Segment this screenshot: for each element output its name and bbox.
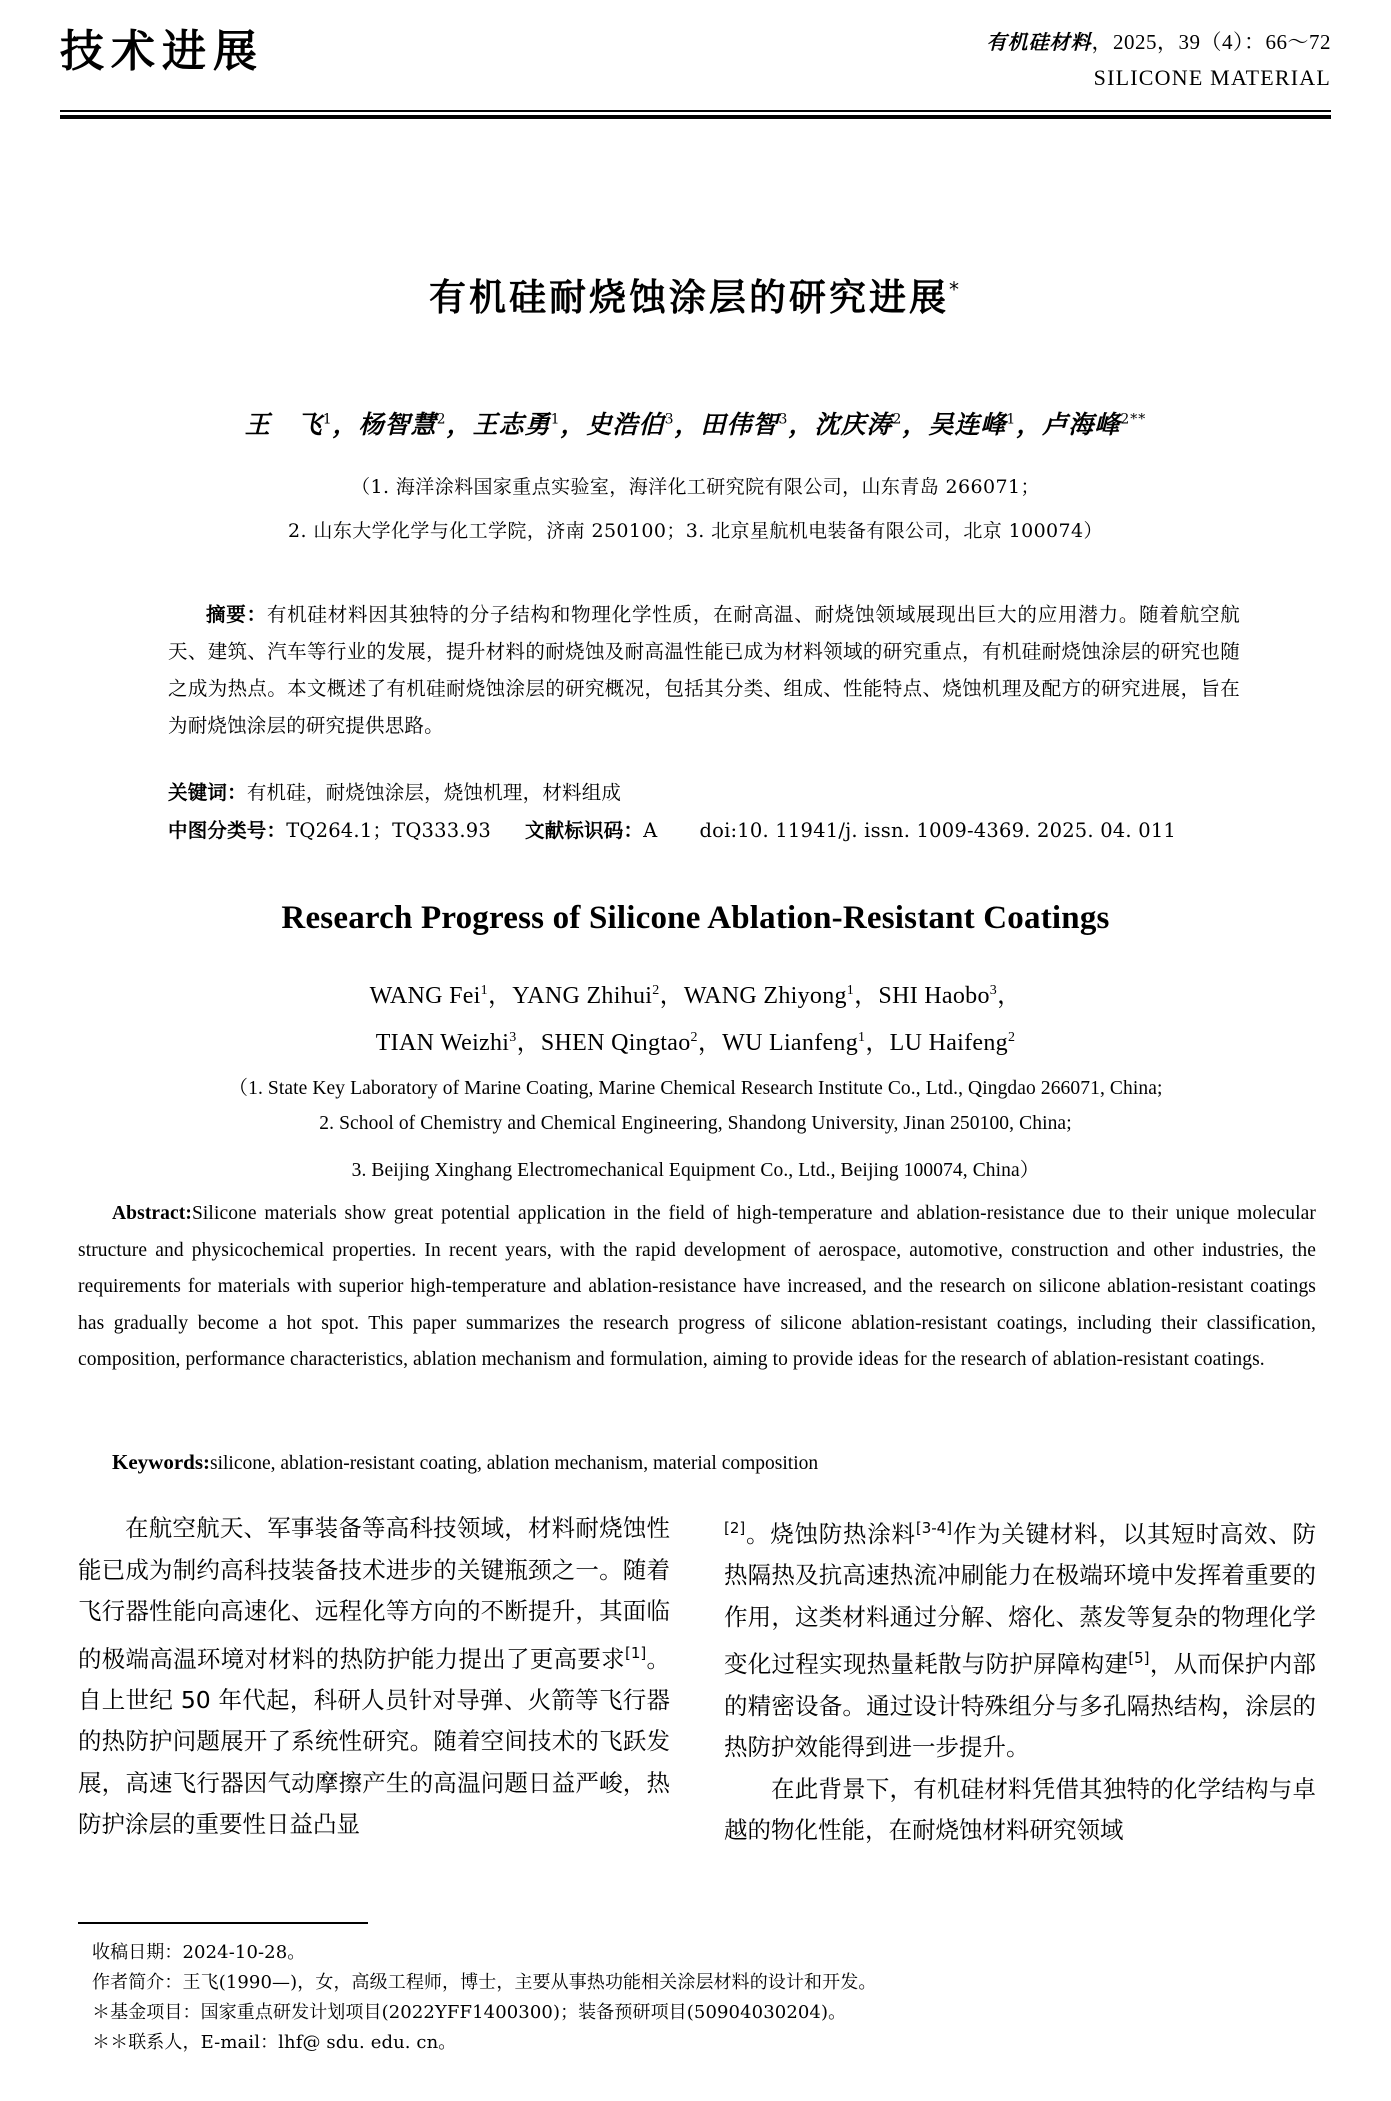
keywords-en — [78, 1450, 1316, 1475]
author-en — [370, 983, 488, 1009]
author-cn — [473, 410, 561, 439]
classification-line — [168, 812, 1268, 849]
footnote-funding: ＊基金项目：国家重点研发计划项目(2022YFF1400300)；装备预研项目(50904030204)。 — [92, 2002, 847, 2023]
author-en — [376, 1030, 517, 1056]
keywords-en-text: silicone, ablation-resistant coating, ablation mechanism, material composition — [210, 1453, 819, 1474]
body-column-right — [724, 1508, 1316, 1852]
author-en — [541, 1030, 698, 1056]
author-affil-ref: 3 — [778, 411, 789, 428]
author-affil-ref: 2 — [1007, 1030, 1016, 1045]
footnote-author-bio: 作者简介：王飞(1990—)，女，高级工程师，博士，主要从事热功能相关涂层材料的设计和开发。 — [92, 1972, 877, 1993]
body-columns — [78, 1508, 1316, 1903]
title-footnote-marker: * — [949, 277, 962, 302]
author-affil-ref: 3 — [509, 1030, 517, 1045]
author-affil-ref: 2 — [892, 411, 903, 428]
keywords-en-label: Keywords: — [112, 1450, 210, 1474]
body-paragraph — [78, 1508, 670, 1846]
author-name: 沈庆涛 — [814, 410, 893, 439]
footnote-received-date: 收稿日期：2024-10-28。 — [92, 1942, 306, 1963]
abstract-en-text: Silicone materials show great potential application in the field of high-temperature and ablation-resistance due to their unique molecular structure and physicochemical properties. In recent years, with the rapid development of aerospace, automotive, construction and other industries, the requirements for materials with superior high-temperature and ablation-resistance have increased, and the research on silicone ablation-resistant coatings has gradually become a hot spot. This paper summarizes the research progress of silicone ablation-resistant coatings, including their classification, composition, performance characteristics, ablation mechanism and formulation, aiming to provide ideas for the research of ablation-resistant coatings. — [78, 1203, 1316, 1370]
journal-name-en: SILICONE MATERIAL — [1093, 65, 1331, 91]
doc-code-label: 文献标识码： — [524, 819, 644, 842]
journal-name-cn: 有机硅材料 — [986, 30, 1092, 54]
citation-ref: [5] — [1128, 1649, 1150, 1668]
author-en — [512, 983, 659, 1009]
doi-value: doi:10. 11941/j. issn. 1009-4369. 2025. 04. 011 — [699, 819, 1177, 842]
page-header — [60, 16, 1331, 108]
author-cn — [587, 410, 675, 439]
author-name: SHI Haobo — [878, 983, 990, 1009]
clc-label: 中图分类号： — [168, 819, 287, 842]
author-en — [684, 983, 854, 1009]
page-title-cn — [0, 276, 1391, 320]
page-title-en: Research Progress of Silicone Ablation-Resistant Coatings — [281, 900, 1110, 936]
journal-citation-block — [987, 28, 1332, 91]
abstract-cn — [168, 596, 1240, 744]
citation-ref: [2] — [724, 1519, 746, 1537]
author-name: 田伟智 — [700, 410, 779, 439]
author-affil-ref: 2 — [652, 983, 660, 998]
author-name: WANG Zhiyong — [683, 983, 847, 1009]
affiliation-en-line-1: （1. State Key Laboratory of Marine Coating, Marine Chemical Research Institute Co., Ltd., Qingdao 266071, China; — [228, 1078, 1163, 1099]
author-cn — [814, 410, 902, 439]
body-text-segment: 作为关键材料，以其短时高效、防热隔热及抗高速热流冲刷能力在极端环境中发挥着重要的作用，这类材料通过分解、熔化、蒸发等复杂的物理化学变化过程实现热量耗散与防护屏障构建 — [724, 1519, 1317, 1679]
keywords-cn — [168, 774, 1268, 811]
author-affil-ref: 1 — [858, 1030, 866, 1045]
body-text-segment: 。烧蚀防热涂料 — [745, 1519, 916, 1548]
body-text-segment: 。自上世纪 50 年代起，科研人员针对导弹、火箭等飞行器的热防护问题展开了系统性研究。随着空间技术的飞跃发展，高速飞行器因气动摩擦产生的高温问题日益严峻，热防护涂层的重要性日益凸显 — [78, 1644, 670, 1839]
author-cn — [1042, 410, 1146, 439]
keywords-cn-text: 有机硅，耐烧蚀涂层，烧蚀机理，材料组成 — [246, 781, 622, 804]
author-name: 卢海峰 — [1042, 410, 1121, 439]
journal-citation — [987, 28, 1332, 56]
author-en — [890, 1030, 1016, 1056]
clc-value: TQ264.1；TQ333.93 — [286, 819, 491, 842]
abstract-en-paragraph — [78, 1196, 1316, 1379]
body-column-left — [78, 1508, 670, 1846]
title-cn-text: 有机硅耐烧蚀涂层的研究进展 — [429, 276, 949, 319]
affiliation-en-line-3: 3. Beijing Xinghang Electromechanical Equipment Co., Ltd., Beijing 100074, China） — [351, 1160, 1040, 1181]
author-name: WU Lianfeng — [722, 1030, 859, 1056]
citation-ref: [3-4] — [915, 1519, 953, 1537]
section-label: 技术进展 — [60, 26, 264, 77]
author-affil-ref: 1 — [846, 983, 855, 998]
abstract-en — [78, 1196, 1316, 1379]
author-affil-ref: 2 — [690, 1030, 698, 1045]
author-cn — [928, 410, 1016, 439]
author-cn — [245, 410, 333, 439]
doc-code-value: A — [643, 819, 658, 842]
author-name: 王志勇 — [472, 410, 551, 439]
author-list-cn: 王 飞$^1$，杨智慧$^2$，王志勇$^1$，史浩伯$^3$，田伟智$^3$，沈庆涛$^2$，吴连峰$^1$，卢海峰$^{2**}$ — [244, 410, 1147, 439]
abstract-cn-label: 摘要： — [206, 603, 267, 626]
author-en — [878, 983, 997, 1009]
author-affil-ref: 1 — [550, 411, 561, 428]
author-name: 王 飞 — [244, 410, 323, 439]
author-name: WANG Fei — [369, 983, 481, 1009]
abstract-cn-text: 有机硅材料因其独特的分子结构和物理化学性质，在耐高温、耐烧蚀领域展现出巨大的应用潜力。随着航空航天、建筑、汽车等行业的发展，提升材料的耐烧蚀及耐高温性能已成为材料领域的研究重点，有机硅耐烧蚀涂层的研究也随之成为热点。本文概述了有机硅耐烧蚀涂层的研究概况，包括其分类、组成、性能特点、烧蚀机理及配方的研究进展，旨在为耐烧蚀涂层的研究提供思路。 — [168, 603, 1240, 737]
footnote-divider — [78, 1922, 368, 1924]
author-affil-ref: 3 — [664, 411, 675, 428]
author-affil-ref: 2** — [1120, 411, 1147, 428]
abstract-cn-paragraph — [168, 596, 1240, 744]
affiliation-cn-line-1: （1. 海洋涂料国家重点实验室，海洋化工研究院有限公司，山东青岛 266071； — [351, 476, 1040, 498]
body-paragraph — [724, 1769, 1316, 1852]
abstract-en-label: Abstract: — [112, 1203, 192, 1224]
author-name: 吴连峰 — [928, 410, 1007, 439]
author-name: 杨智慧 — [358, 410, 437, 439]
footnote-block — [92, 1938, 1322, 2058]
body-text-segment: ，从而保护内部的精密设备。通过设计特殊组分与多孔隔热结构，涂层的热防护效能得到进一步提升。 — [724, 1650, 1316, 1762]
author-name: LU Haifeng — [889, 1030, 1008, 1056]
body-text-segment: 在此背景下，有机硅材料凭借其独特的化学结构与卓越的物化性能，在耐烧蚀材料研究领域 — [724, 1774, 1316, 1845]
author-list-en-row-2: TIAN Weizhi$^3$，SHEN Qingtao$^2$，WU Lianfeng$^1$，LU Haifeng$^2$ — [375, 1030, 1016, 1056]
journal-issue-info: ，2025，39（4）：66～72 — [1091, 30, 1331, 54]
author-name: SHEN Qingtao — [540, 1030, 691, 1056]
author-en — [722, 1030, 865, 1056]
author-affil-ref: 1 — [322, 411, 333, 428]
author-name: 史浩伯 — [586, 410, 665, 439]
body-text-segment: 在航空航天、军事装备等高科技领域，材料耐烧蚀性能已成为制约高科技装备技术进步的关键瓶颈之一。随着飞行器性能向高速化、远程化等方向的不断提升，其面临的极端高温环境对材料的热防护能力提出了更高要求 — [78, 1514, 670, 1673]
affiliation-cn-line-2: 2. 山东大学化学与化工学院，济南 250100；3. 北京星航机电装备有限公司，北京 100074） — [288, 520, 1103, 542]
author-name: TIAN Weizhi — [375, 1030, 510, 1056]
body-paragraph — [724, 1508, 1316, 1769]
author-list-en-row-1: WANG Fei$^1$，YANG Zhihui$^2$，WANG Zhiyong$^1$，SHI Haobo$^3$， — [369, 983, 1022, 1009]
citation-ref: [1] — [624, 1643, 647, 1662]
header-divider — [60, 110, 1331, 119]
author-affil-ref: 1 — [480, 983, 488, 998]
author-affil-ref: 3 — [989, 983, 998, 998]
footnote-contact: ＊＊联系人，E-mail：lhf@ sdu. edu. cn。 — [92, 2032, 457, 2053]
author-affil-ref: 2 — [436, 411, 447, 428]
author-cn — [359, 410, 447, 439]
affiliation-en-line-2: 2. School of Chemistry and Chemical Engineering, Shandong University, Jinan 250100, China; — [319, 1113, 1072, 1134]
author-name: YANG Zhihui — [512, 983, 653, 1009]
keywords-cn-label: 关键词： — [168, 781, 247, 804]
author-affil-ref: 1 — [1006, 411, 1017, 428]
author-cn — [701, 410, 789, 439]
